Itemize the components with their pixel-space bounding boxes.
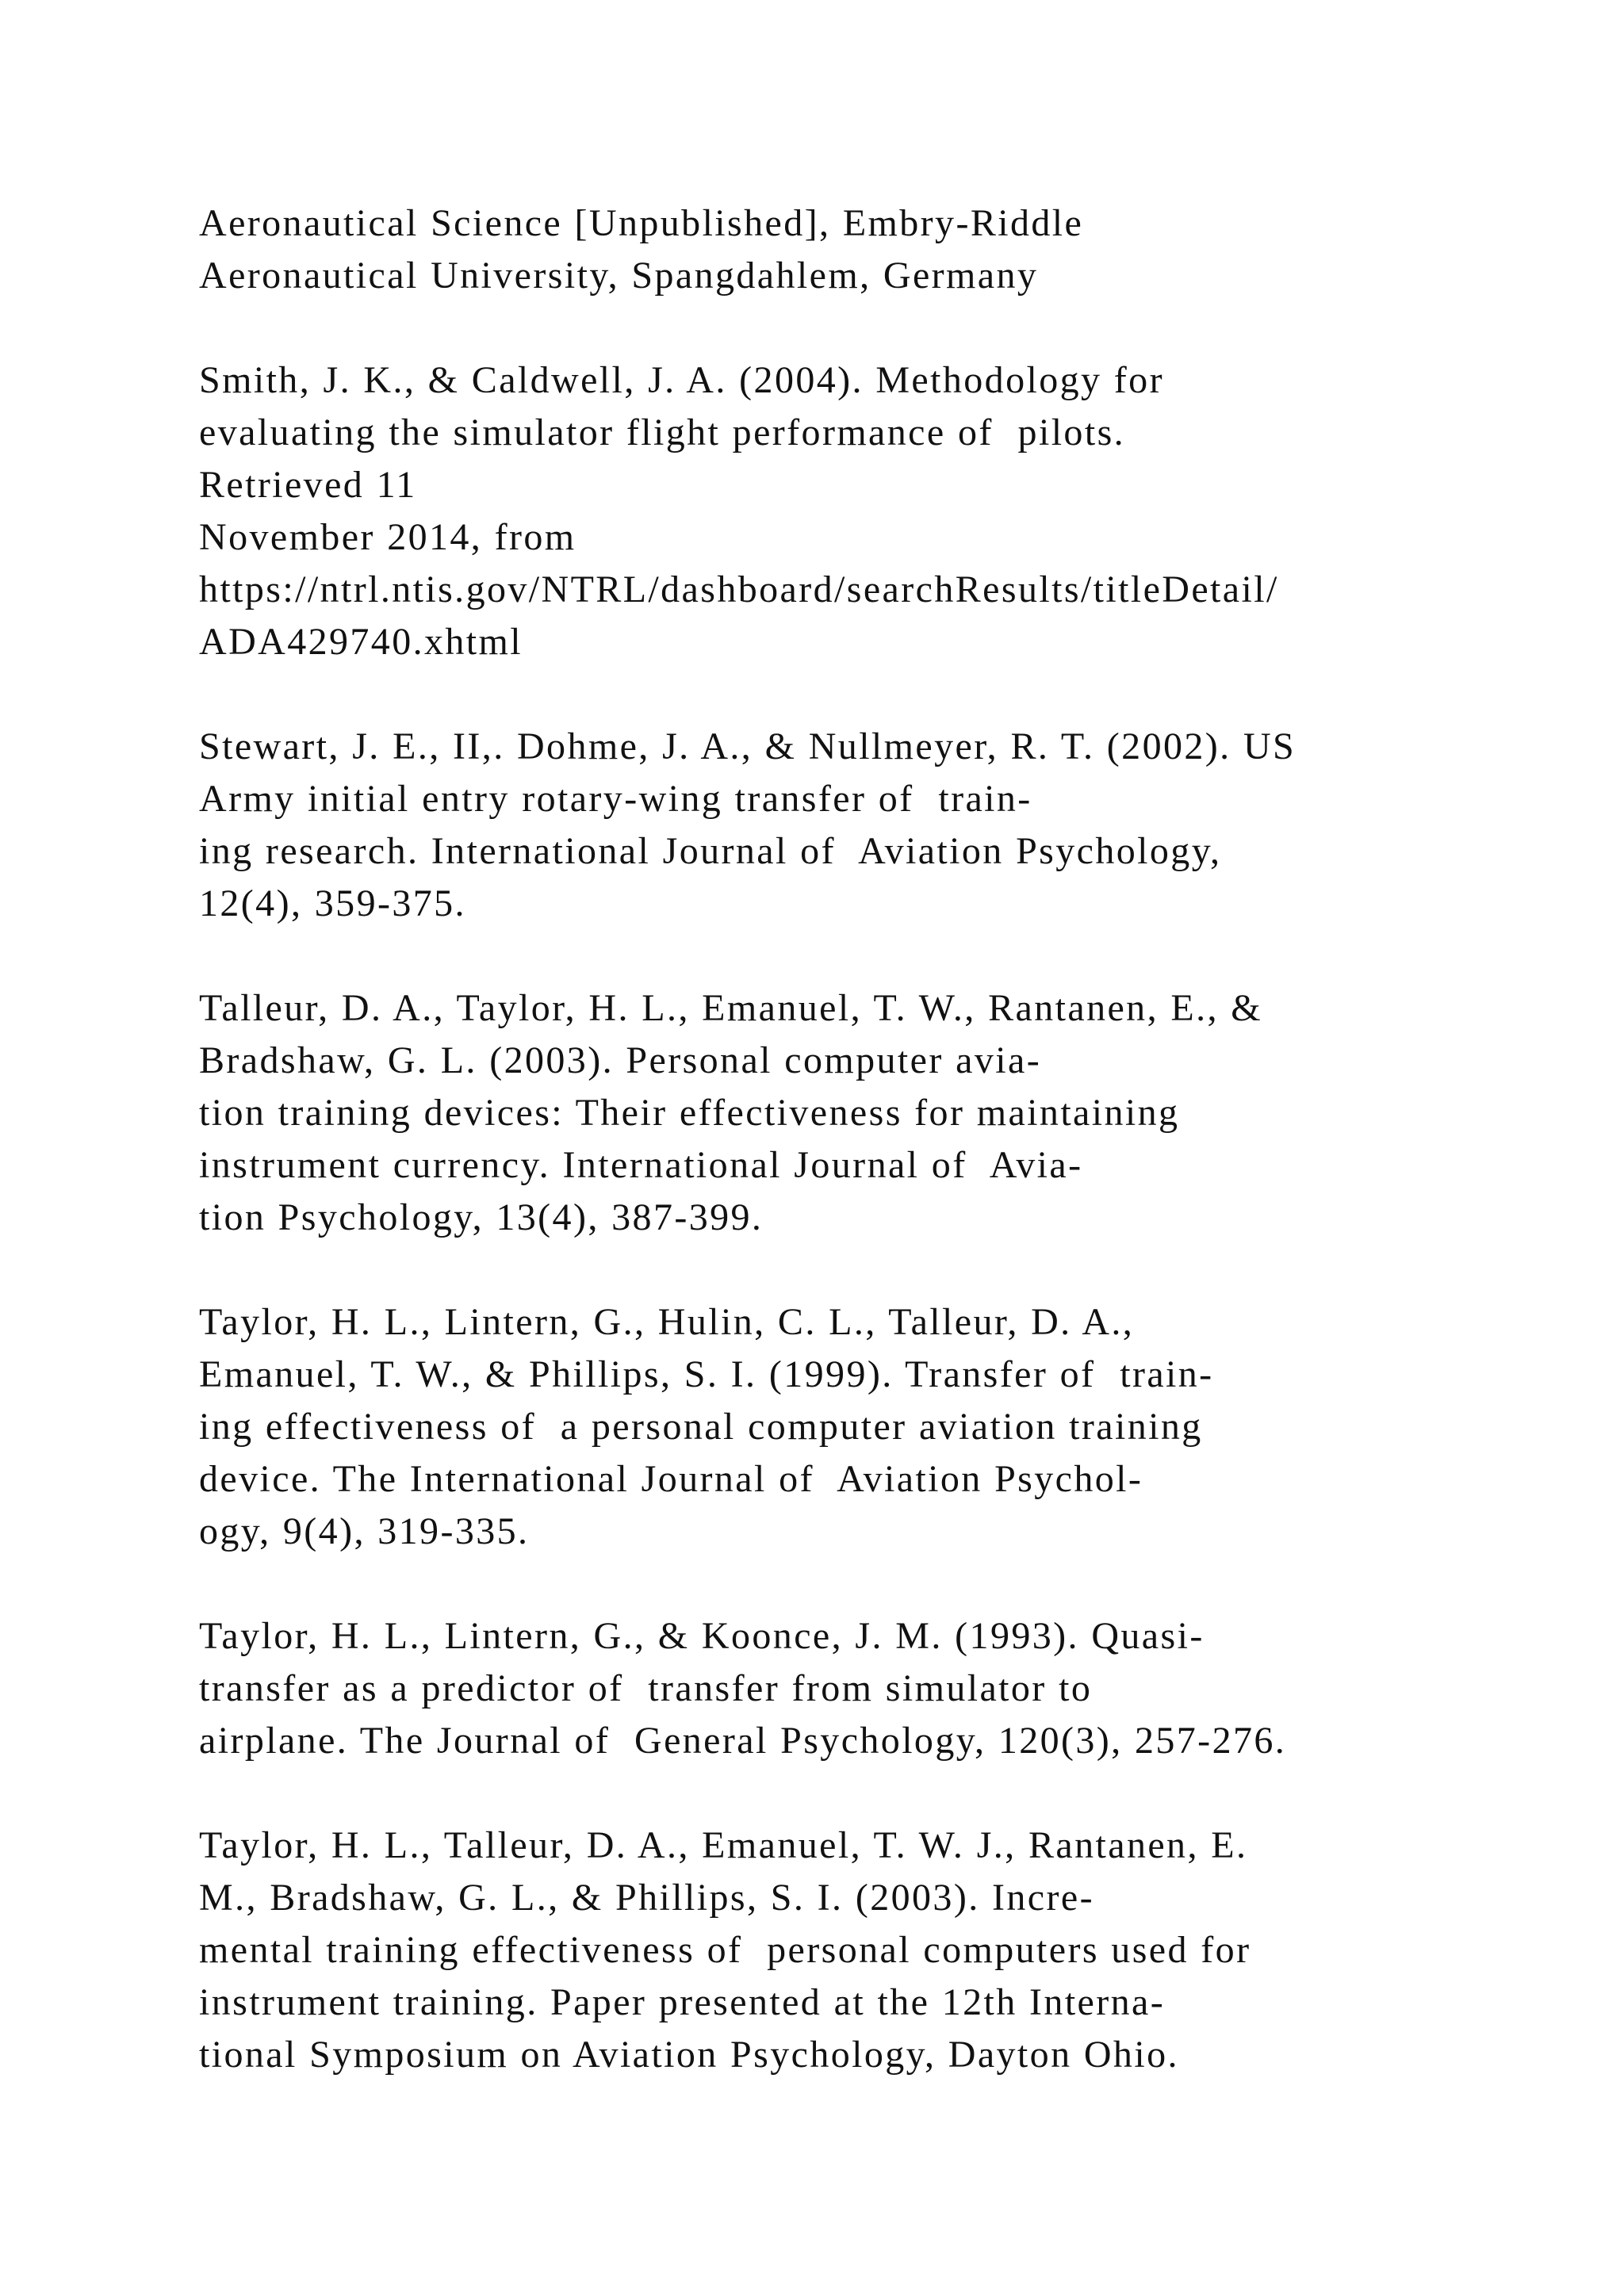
reference-line: tion training devices: Their effectiveness for maintaining — [199, 1092, 1180, 1134]
reference-line: airplane. The Journal of General Psychology, 120(3), 257-276. — [199, 1720, 1287, 1762]
reference-line: mental training effectiveness of personal computers used for — [199, 1929, 1251, 1971]
reference-line: Taylor, H. L., Lintern, G., Hulin, C. L., Talleur, D. A., — [199, 1301, 1135, 1343]
reference-entry-smith-2004 — [199, 354, 1515, 668]
reference-line: Aeronautical Science [Unpublished], Embry-Riddle — [199, 202, 1084, 244]
reference-entry-erau-thesis — [199, 197, 1515, 302]
reference-line: transfer as a predictor of transfer from simulator to — [199, 1667, 1093, 1709]
reference-line: M., Bradshaw, G. L., & Phillips, S. I. (2003). Incre- — [199, 1877, 1094, 1919]
reference-line: instrument training. Paper presented at the 12th Interna- — [199, 1981, 1166, 2023]
reference-entry-taylor-1999 — [199, 1296, 1515, 1558]
reference-url: https://ntrl.ntis.gov/NTRL/dashboard/searchResults/titleDetail/ — [199, 568, 1279, 610]
reference-line: tional Symposium on Aviation Psychology, Dayton Ohio. — [199, 2034, 1179, 2076]
reference-line: 12(4), 359-375. — [199, 882, 466, 924]
reference-list — [199, 197, 1515, 2133]
reference-entry-taylor-1993 — [199, 1610, 1515, 1767]
reference-url: ADA429740.xhtml — [199, 621, 523, 663]
reference-line: Retrieved 11 — [199, 464, 417, 506]
reference-line: ing research. International Journal of Aviation Psychology, — [199, 830, 1222, 872]
reference-line: November 2014, from — [199, 516, 576, 558]
reference-line: evaluating the simulator flight performance of pilots. — [199, 411, 1126, 453]
reference-entry-talleur-2003 — [199, 982, 1515, 1244]
reference-line: instrument currency. International Journal of Avia- — [199, 1144, 1083, 1186]
reference-line: tion Psychology, 13(4), 387-399. — [199, 1196, 764, 1238]
reference-line: device. The International Journal of Aviation Psychol- — [199, 1458, 1143, 1500]
reference-line: Stewart, J. E., II,. Dohme, J. A., & Nullmeyer, R. T. (2002). US — [199, 725, 1297, 767]
reference-line: Smith, J. K., & Caldwell, J. A. (2004). Methodology for — [199, 359, 1164, 401]
reference-line: ing effectiveness of a personal computer aviation training — [199, 1406, 1203, 1448]
reference-line: Taylor, H. L., Talleur, D. A., Emanuel, T. W. J., Rantanen, E. — [199, 1824, 1248, 1866]
reference-line: Army initial entry rotary-wing transfer of train- — [199, 778, 1032, 820]
reference-entry-taylor-2003 — [199, 1820, 1515, 2081]
reference-line: ogy, 9(4), 319-335. — [199, 1510, 530, 1552]
reference-entry-stewart-2002 — [199, 721, 1515, 930]
reference-line: Bradshaw, G. L. (2003). Personal computer avia- — [199, 1039, 1042, 1081]
reference-line: Talleur, D. A., Taylor, H. L., Emanuel, T. W., Rantanen, E., & — [199, 987, 1263, 1029]
reference-line: Taylor, H. L., Lintern, G., & Koonce, J. M. (1993). Quasi- — [199, 1615, 1205, 1657]
reference-line: Aeronautical University, Spangdahlem, Germany — [199, 254, 1039, 297]
reference-line: Emanuel, T. W., & Phillips, S. I. (1999). Transfer of train- — [199, 1353, 1214, 1395]
